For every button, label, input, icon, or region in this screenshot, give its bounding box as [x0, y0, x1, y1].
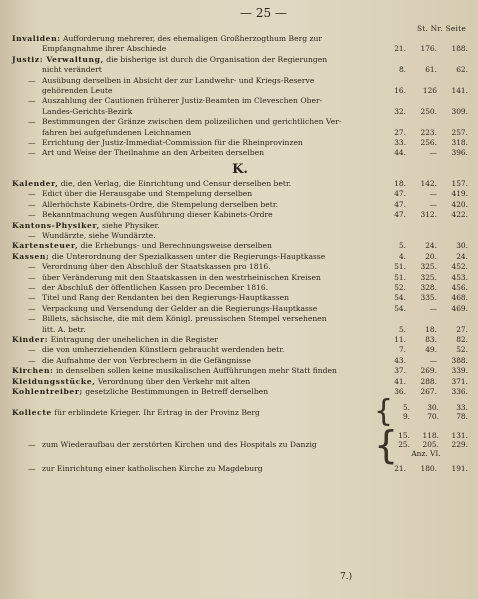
entry-text: Billets, sächsische, die mit dem Königl. preussischen Stempel versehenen [42, 314, 327, 324]
entry-text: die, den Verlag, die Einrichtung und Censur derselben betr. [58, 178, 292, 188]
entry-text: Titel und Rang der Rendanten bei den Regierungs-Hauptkassen [42, 293, 290, 303]
entry-text: gesetzliche Bestimmungen in Betreff derselben [82, 387, 269, 396]
stueck-number: 47. [394, 199, 406, 209]
seite-number: 157. [451, 178, 468, 188]
seite-number: 396. [451, 148, 468, 158]
entry-text: die Unterordnung der Spezialkassen unter die Regierungs-Hauptkasse [49, 251, 326, 261]
seite-number: 422. [451, 210, 468, 220]
entry-dash: — [28, 189, 36, 199]
stueck-number: 47. [394, 210, 406, 220]
entry-numbers [380, 283, 468, 293]
entry-line [12, 273, 468, 283]
seite-number: 188. [451, 44, 468, 54]
nr-number: 223. [420, 127, 437, 137]
seite-number: 469. [451, 303, 468, 313]
entry-line [12, 55, 468, 65]
nr-number: 18. [425, 324, 437, 334]
entry-numbers: 15. 118. 131. 25. 205. 229. Anz. VI. [384, 431, 468, 458]
nr-number: 267. [420, 387, 437, 396]
entry-text: Art und Weise der Theilnahme an den Arbeiten derselben [42, 148, 264, 158]
entry-continuation: Landes-Gerichts-Bezirk [42, 106, 133, 116]
stueck-number: 41. [394, 376, 406, 386]
entry-line [12, 335, 468, 345]
entry-line [12, 76, 468, 86]
section-letter: K. [232, 161, 248, 177]
index-entry [12, 34, 468, 55]
entry-note: Anz. VI. [411, 449, 441, 459]
column-header: St. Nr. Seite [416, 24, 466, 33]
entry-line [12, 117, 468, 127]
stueck-number: 36. [394, 387, 406, 396]
signature-mark: 7.) [340, 572, 353, 582]
nr-number: 250. [420, 106, 437, 116]
index-entries [12, 34, 468, 475]
entries-k [12, 179, 468, 398]
entry-text: Verpackung und Versendung der Gelder an die Regierungs-Hauptkasse [42, 303, 318, 313]
nr-number: — [429, 189, 437, 199]
seite-number: 24. [456, 251, 468, 261]
entry-dash: — [28, 75, 36, 85]
entry-continuation: fahren bei aufgefundenen Leichnamen [42, 127, 192, 137]
entry-continuation: litt. A. betr. [42, 324, 86, 334]
entry-numbers [380, 335, 468, 345]
entry-continuation: nicht verändert [42, 65, 102, 75]
seite-number: 141. [451, 86, 468, 96]
entry-line [12, 293, 468, 303]
index-entry [12, 387, 468, 397]
entry-continuation: Empfangnahme ihrer Abschiede [42, 44, 167, 54]
entry-line [12, 148, 468, 158]
entry-text: die Erhebungs- und Berechnungsweise derselben [78, 241, 272, 251]
entry-text: für erblindete Krieger. Ihr Ertrag in der Provinz Berg [51, 407, 260, 417]
entry-line [12, 314, 468, 324]
entry-keyword: Kartensteuer, [12, 241, 79, 251]
entry-numbers [380, 356, 468, 366]
entry-text: über Veränderung mit den Staatskassen in den westrheinischen Kreisen [42, 272, 321, 282]
entry-numbers [380, 345, 468, 355]
stueck-number: 27. [394, 127, 406, 137]
stueck-number: 7. [398, 345, 406, 355]
entry-numbers: 5. 30. 33. 9. 70. 78. [402, 403, 468, 422]
entry-numbers [380, 65, 468, 75]
index-entry [12, 252, 468, 262]
entry-numbers [380, 210, 468, 220]
entry-dash: — [28, 199, 36, 209]
entry-numbers [380, 189, 468, 199]
stueck-number: 16. [394, 86, 406, 96]
entry-numbers [380, 241, 468, 251]
index-entry [12, 304, 468, 314]
entry-dash: — [28, 314, 36, 324]
nr-number: 24. [425, 241, 437, 251]
entry-line [12, 221, 468, 231]
entry-line [12, 138, 468, 148]
nr-number: 335. [420, 293, 437, 303]
stueck-number: 5. [398, 324, 406, 334]
entry-keyword: Justiz: Verwaltung, [12, 54, 104, 64]
index-entry [12, 345, 468, 355]
entry-dash: — [28, 148, 36, 158]
page-number: — 25 — [240, 6, 287, 20]
nr-number: 288. [420, 376, 437, 386]
entry-text: in denselben sollen keine musikalischen Aufführungen mehr Statt finden [53, 366, 337, 376]
entry-keyword: Kantons-Physiker, [12, 220, 100, 230]
index-entry [12, 273, 468, 283]
entry-line [12, 34, 468, 44]
entry-line [12, 345, 468, 355]
nr-number: 61. [425, 65, 437, 75]
entries-i [12, 34, 468, 159]
entry-dash: — [28, 138, 36, 148]
seite-number: 318. [451, 138, 468, 148]
entry-numbers [380, 293, 468, 303]
entry-dash: — [28, 230, 36, 240]
nr-number: 126 [422, 86, 437, 96]
nr-number: 325. [420, 272, 437, 282]
nr-number: 176. [420, 44, 437, 54]
entry-keyword: Invaliden: [12, 34, 61, 43]
entry-numbers [380, 325, 468, 335]
seite-number: 419. [451, 189, 468, 199]
entry-text: zur Einrichtung einer katholischen Kirche zu Magdeburg [42, 464, 263, 474]
entry-continuation-line [12, 325, 468, 335]
index-entry [12, 148, 468, 158]
entry-text: die von umherziehenden Künstlern gebraucht werdenden betr. [42, 345, 285, 355]
nr-number: 20. [425, 251, 437, 261]
entry-numbers [380, 262, 468, 272]
index-entry [12, 335, 468, 345]
entry-keyword: Kinder: [12, 334, 49, 344]
stueck-number: 5. [398, 241, 406, 251]
entry-dash: — [28, 345, 36, 355]
seite-number: 420. [451, 199, 468, 209]
nr-number: 269. [420, 366, 437, 376]
seite-number: 27. [456, 324, 468, 334]
stueck-number: 8. [398, 65, 406, 75]
entry-text: die Aufnahme der von Verbrechern in die Gefängnisse [42, 355, 252, 365]
entry-text: Bestimmungen der Gränze zwischen dem polizeilichen und gerichtlichen Ver- [42, 117, 342, 127]
entry-dash: — [28, 355, 36, 365]
entry-collecte [12, 394, 468, 430]
entry-dash: — [28, 117, 36, 127]
entry-line [12, 179, 468, 189]
stueck-number: 32. [394, 106, 406, 116]
nr-number: 49. [425, 345, 437, 355]
nr-number: 325. [420, 262, 437, 272]
entry-line [12, 252, 468, 262]
entry-keyword: Kohlentreiber; [12, 387, 83, 396]
entry-dash: — [28, 262, 36, 272]
entry-magdeburg [12, 464, 468, 474]
entry-line [12, 200, 468, 210]
nr-number: 142. [420, 178, 437, 188]
entry-line [12, 231, 468, 241]
entry-numbers [380, 273, 468, 283]
seite-number: 468. [451, 293, 468, 303]
stueck-number: 18. [394, 178, 406, 188]
entry-keyword: Kassen; [12, 251, 50, 261]
entry-dash: — [28, 96, 36, 106]
index-entry [12, 377, 468, 387]
entry-line [12, 241, 468, 251]
entry-text: Aufforderung mehrerer, des ehemaligen Großherzogthum Berg zur [60, 34, 323, 43]
seite-number: 62. [456, 65, 468, 75]
entry-keyword: Kleidungsstücke, [12, 376, 96, 386]
entry-numbers [380, 128, 468, 138]
stueck-number: 21. [394, 44, 406, 54]
seite-number: 30. [456, 241, 468, 251]
stueck-number: 11. [394, 334, 406, 344]
seite-number: 339. [451, 366, 468, 376]
stueck-number: 51. [394, 262, 406, 272]
entry-numbers [380, 252, 468, 262]
index-entry [12, 241, 468, 251]
entry-line [12, 356, 468, 366]
entry-numbers [380, 304, 468, 314]
stueck-number: 52. [394, 282, 406, 292]
seite-number: 257. [451, 127, 468, 137]
seite-number: 456. [451, 282, 468, 292]
nr-number: — [429, 355, 437, 365]
entry-line [12, 262, 468, 272]
nr-number: — [429, 199, 437, 209]
seite-number: 371. [451, 376, 468, 386]
entry-dash: — [28, 464, 36, 474]
entry-numbers [380, 148, 468, 158]
stueck-number: 33. [394, 138, 406, 148]
entry-line [12, 377, 468, 387]
index-entry [12, 221, 468, 231]
nr-number: 328. [420, 282, 437, 292]
entry-line [12, 304, 468, 314]
index-entry [12, 231, 468, 241]
entry-text: der Abschluß der öffentlichen Kassen pro December 1816. [42, 282, 269, 292]
entry-numbers [380, 377, 468, 387]
index-entry [12, 55, 468, 76]
entry-text: Allerhöchste Kabinets-Ordre, die Stempelung derselben betr. [42, 199, 279, 209]
brace-glyph: { [374, 394, 394, 430]
seite-number: 453. [451, 272, 468, 282]
entry-numbers [380, 138, 468, 148]
entry-text: die bisherige ist durch die Organisation der Regierungen [103, 54, 328, 64]
entry-numbers [380, 44, 468, 54]
entry-numbers [380, 200, 468, 210]
entry-numbers [380, 366, 468, 376]
entry-line [12, 96, 468, 106]
entry-text: Ausübung derselben in Absicht der zur Landwehr- und Kriegs-Reserve [42, 75, 315, 85]
entry-text: siehe Physiker. [99, 220, 160, 230]
seite-number: 82. [456, 334, 468, 344]
entry-line [12, 210, 468, 220]
index-entry [12, 293, 468, 303]
entry-numbers: 21. 180. 191. [394, 464, 468, 474]
entry-numbers [380, 387, 468, 397]
entry-keyword: Kollecte [12, 407, 52, 417]
entry-numbers [380, 107, 468, 117]
index-entry [12, 189, 468, 199]
index-entry [12, 200, 468, 210]
index-entry [12, 356, 468, 366]
index-entry [12, 76, 468, 97]
entry-wiederaufbau [12, 422, 468, 467]
entry-continuation-line [12, 128, 468, 138]
entry-dash: — [28, 293, 36, 303]
index-entry [12, 210, 468, 220]
page-header [12, 4, 468, 33]
entry-dash: — [28, 282, 36, 292]
nr-number: — [429, 303, 437, 313]
stueck-number: 43. [394, 355, 406, 365]
entry-keyword: Kirchen: [12, 366, 54, 376]
entry-continuation: gehörenden Leute [42, 86, 113, 96]
entry-text: Errichtung der Justiz-Immediat-Commission für die Rheinprovinzen [42, 138, 303, 148]
entry-line [12, 189, 468, 199]
entry-text: Wundärzte, siehe Wundärzte. [42, 230, 156, 240]
entry-continuation-line [12, 44, 468, 54]
entry-dash: — [28, 210, 36, 220]
entry-text: Eintragung der unehelichen in die Register [48, 334, 218, 344]
entry-numbers [380, 179, 468, 189]
nr-number: 256. [420, 138, 437, 148]
stueck-number: 54. [394, 303, 406, 313]
stueck-number: 4. [398, 251, 406, 261]
index-entry [12, 117, 468, 138]
entry-line [12, 283, 468, 293]
entry-text: zum Wiederaufbau der zerstörten Kirchen und des Hospitals zu Danzig [42, 440, 317, 450]
seite-number: 388. [451, 355, 468, 365]
stueck-number: 54. [394, 293, 406, 303]
nr-number: 83. [425, 334, 437, 344]
entry-line [12, 387, 468, 397]
entry-text: Auszahlung der Cautionen früherer Justiz-Beamten im Cleveschen Ober- [42, 96, 323, 106]
stueck-number: 44. [394, 148, 406, 158]
entry-text: Edict über die Herausgabe und Stempelung derselben [42, 189, 253, 199]
nr-number: — [429, 148, 437, 158]
index-entry [12, 179, 468, 189]
stueck-number: 47. [394, 189, 406, 199]
entry-continuation-line [12, 86, 468, 96]
index-entry [12, 138, 468, 148]
seite-number: 452. [451, 262, 468, 272]
entry-keyword: Kalender, [12, 178, 59, 188]
entry-dash: — [28, 272, 36, 282]
index-entry [12, 283, 468, 293]
stueck-number: 37. [394, 366, 406, 376]
index-entry [12, 262, 468, 272]
entry-text: Verordnung über den Verkehr mit alten [95, 376, 251, 386]
index-entry [12, 314, 468, 335]
entry-continuation-line [12, 65, 468, 75]
seite-number: 52. [456, 345, 468, 355]
entry-continuation-line [12, 107, 468, 117]
seite-number: 309. [451, 106, 468, 116]
entry-dash: — [28, 440, 36, 450]
brace-glyph: { [374, 422, 399, 467]
stueck-number: 51. [394, 272, 406, 282]
index-entry [12, 96, 468, 117]
entry-dash: — [28, 303, 36, 313]
nr-number: 312. [420, 210, 437, 220]
entry-text: Verordnung über den Abschluß der Staatskassen pro 1816. [42, 262, 271, 272]
seite-number: 336. [451, 387, 468, 396]
entry-text: Bekanntmachung wegen Ausführung dieser Kabinets-Ordre [42, 210, 273, 220]
index-entry [12, 366, 468, 376]
entry-line [12, 366, 468, 376]
entry-numbers [380, 86, 468, 96]
